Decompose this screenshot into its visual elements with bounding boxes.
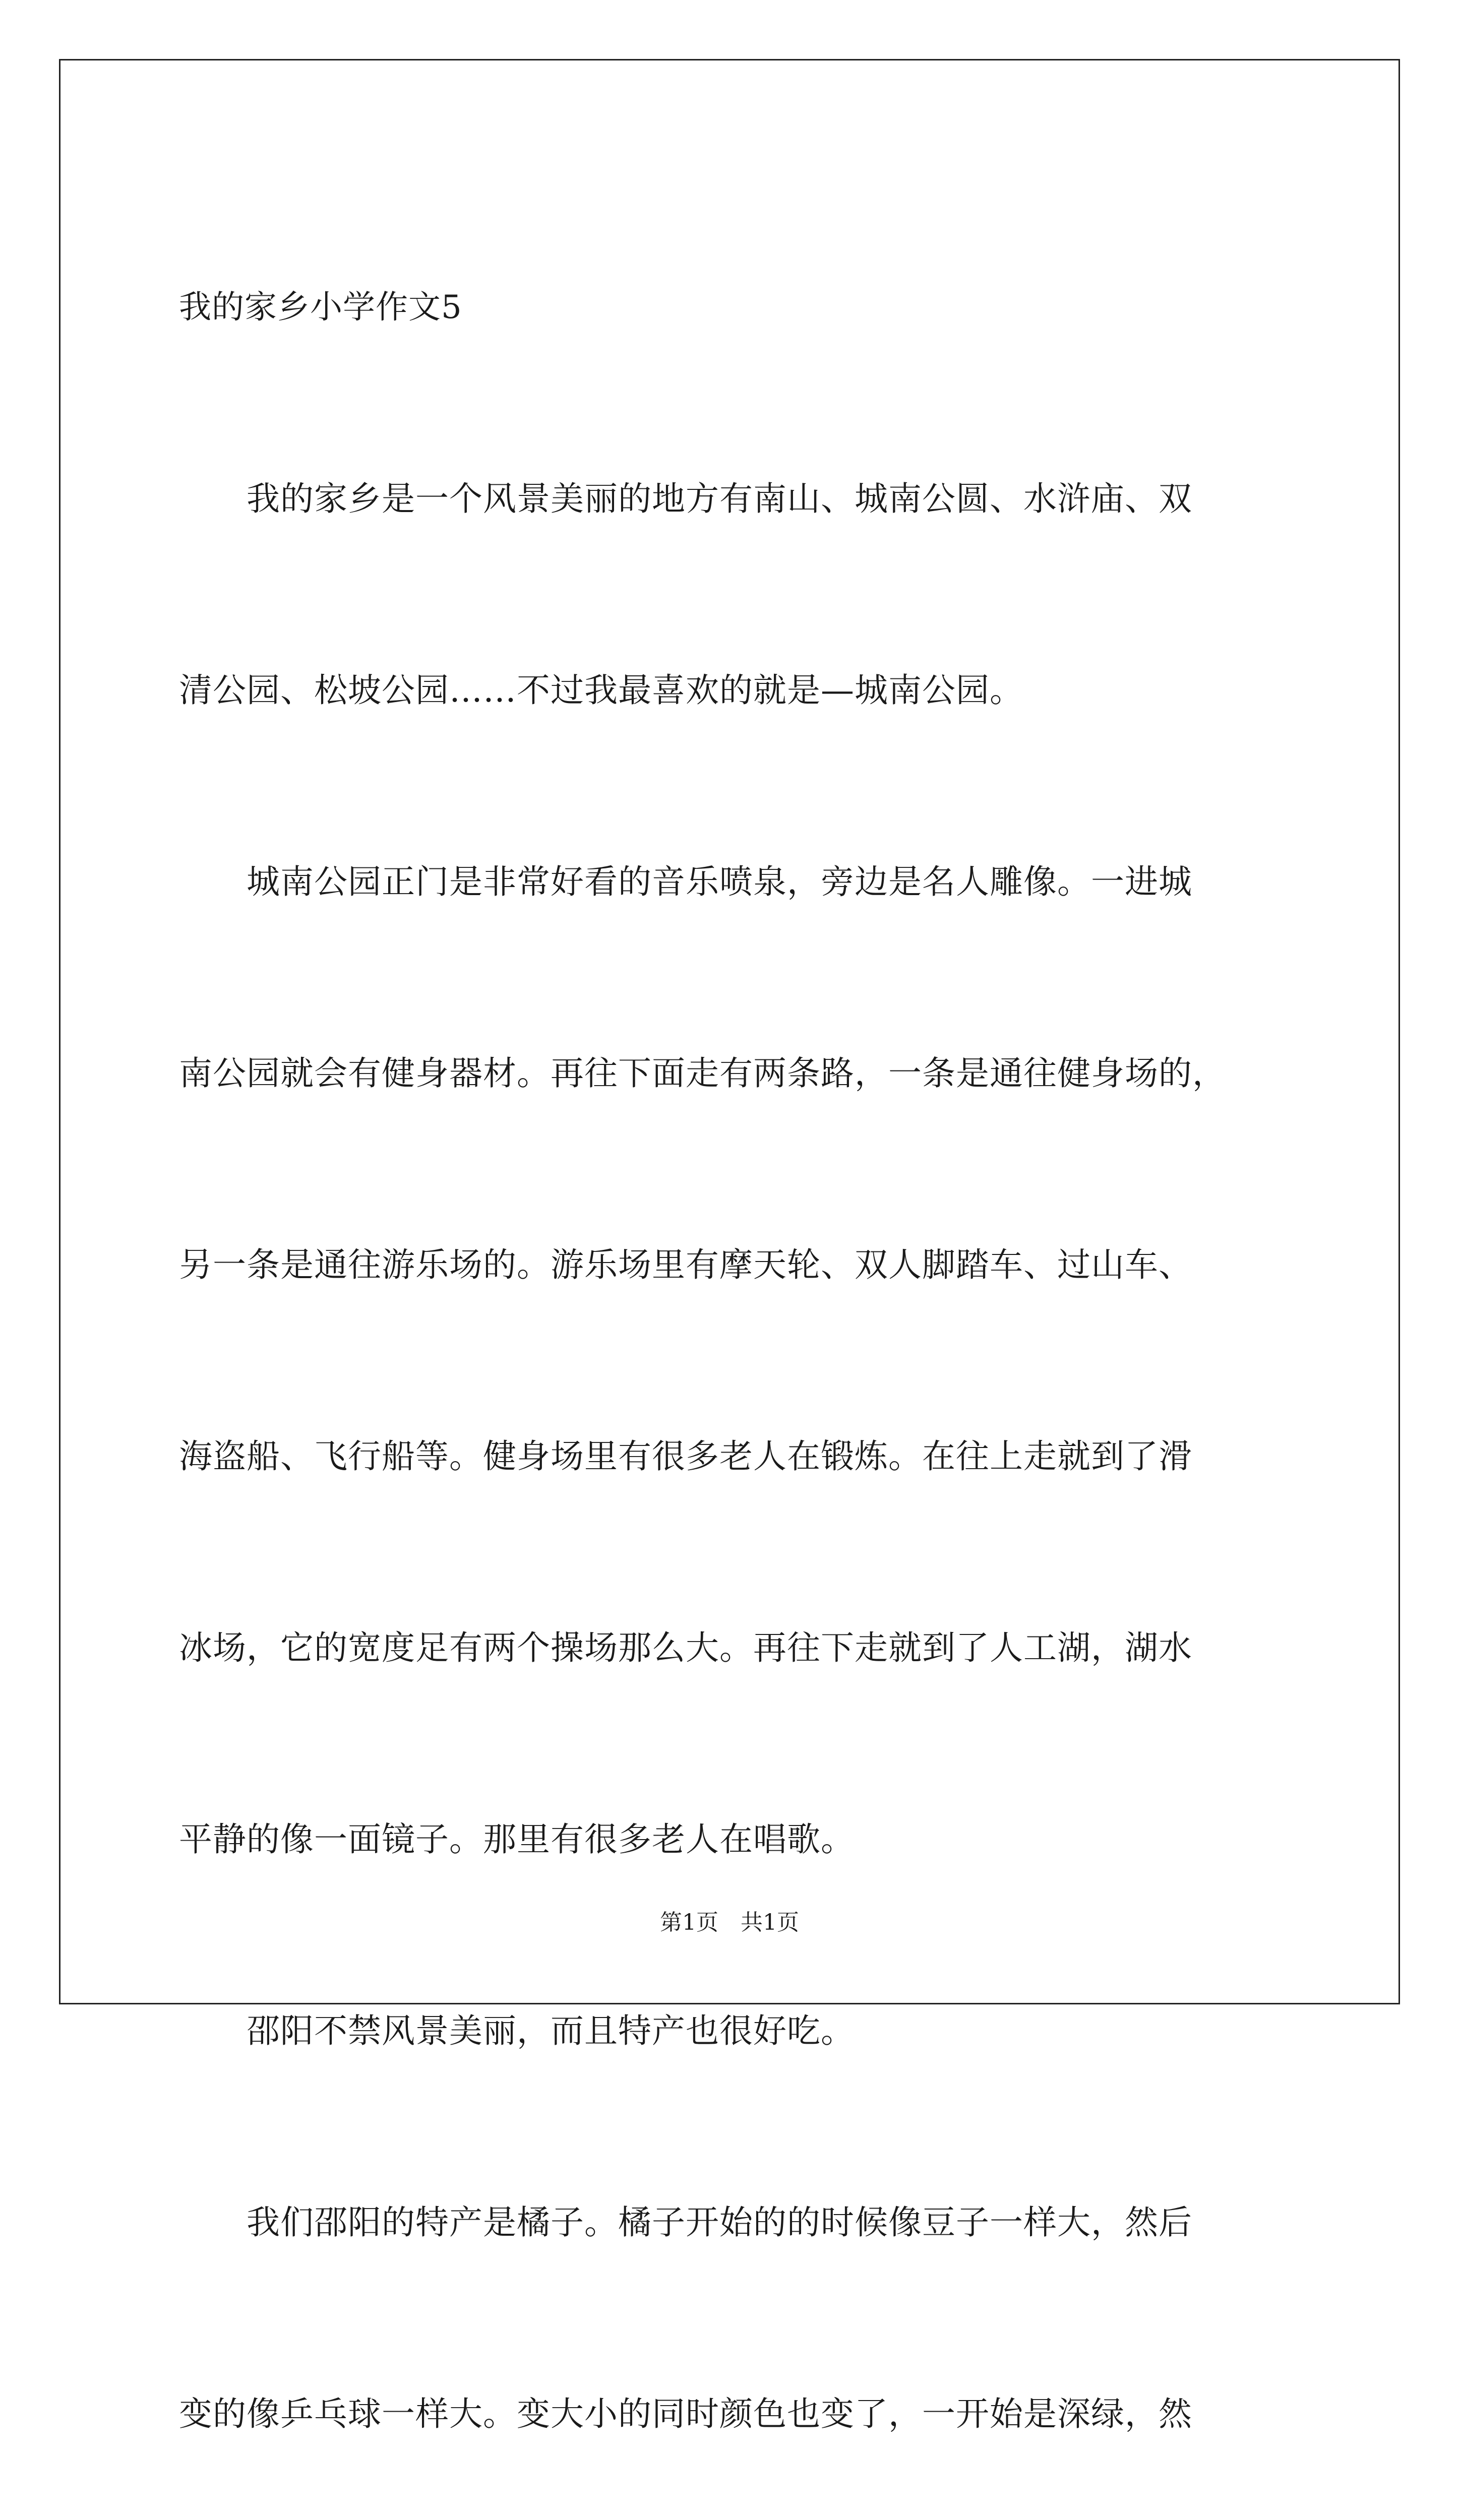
paragraph-line: 南公园就会有健身器材。再往下面走有两条路，一条是通往健身场的， — [179, 1054, 1226, 1093]
paragraph-line: 另一条是通往游乐场的。游乐场里有摩天轮、双人脚踏车、过山车、 — [179, 1245, 1192, 1284]
document-body — [179, 164, 1313, 2520]
paragraph-line: 我的家乡是一个风景美丽的地方有南山、城南公圆、水浒庙、双 — [179, 479, 1192, 518]
paragraph-line: 平静的像一面镜子。那里有很多老人在唱歌。 — [179, 1820, 855, 1859]
section-heading: 我的家乡小学作文5 — [179, 289, 462, 326]
paragraph-line: 我们邵阳的特产是橘子。橘子开始的的时候像豆子一样大，然后 — [179, 2203, 1192, 2242]
paragraph-line: 邵阳不禁风景美丽，而且特产也很好吃。 — [179, 2011, 855, 2050]
paragraph-line: 清公园、松坡公园……不过我最喜欢的就是—城南公园。 — [179, 671, 1023, 710]
paragraph-line: 海盗船、飞行船等。健身场里有很多老人在锻炼。在往上走就到了滑 — [179, 1437, 1192, 1476]
paragraph-line: 城南公园正门是非常好看的音乐喷泉，旁边是名人雕像。一进城 — [179, 862, 1192, 901]
page-footer: 第1页 共1页 — [660, 1910, 799, 1935]
paragraph-line: 变的像乒乓球一样大。变大小的同时颜色也变了，一开始是深绿，然 — [179, 2395, 1192, 2433]
paragraph-line: 冰场，它的宽度足有两个操场那么大。再往下走就到了人工湖，湖水 — [179, 1628, 1192, 1667]
